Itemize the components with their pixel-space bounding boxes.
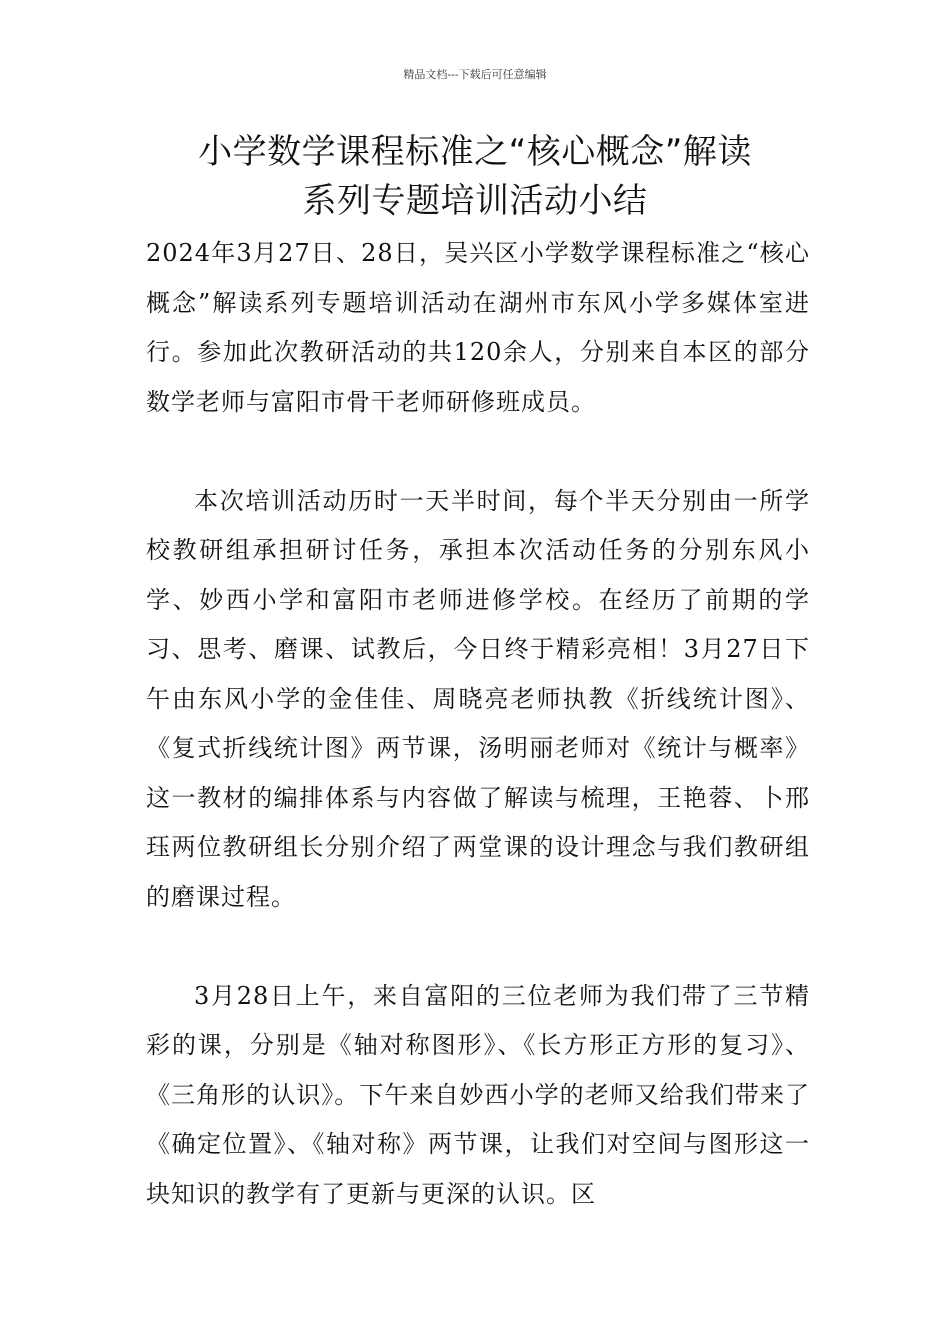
document-body (146, 229, 810, 1219)
title-line-2: 系列专题培训活动小结 (302, 181, 648, 221)
paragraph-gap (146, 922, 810, 972)
header-note: 精品文档---下载后可任意编辑 (403, 68, 547, 81)
paragraph-day-one: 本次培训活动历时一天半时间，每个半天分别由一所学校教研组承担研讨任务，承担本次活动任务的分别东风小学、妙西小学和富阳市老师进修学校。在经历了前期的学习、思考、磨课、试教后，今日终于精彩亮相！3月27日下午由东风小学的金佳佳、周晓亮老师执教《折线统计图》、《复式折线统计图》两节课，汤明丽老师对《统计与概率》这一教材的编排体系与内容做了解读与梳理，王艳蓉、卜邢珏两位教研组长分别介绍了两堂课的设计理念与我们教研组的磨课过程。 (146, 486, 810, 911)
document-title (120, 128, 830, 226)
paragraph-gap (146, 427, 810, 477)
title-line-1: 小学数学课程标准之“核心概念”解读 (198, 132, 752, 172)
paragraph-intro: 2024年3月27日、28日，吴兴区小学数学课程标准之“核心概念”解读系列专题培训活动在湖州市东风小学多媒体室进行。参加此次教研活动的共120余人，分别来自本区的部分数学老师与富阳市骨干老师研修班成员。 (146, 239, 810, 416)
paragraph-day-two: 3月28日上午，来自富阳的三位老师为我们带了三节精彩的课，分别是《轴对称图形》、《长方形正方形的复习》、《三角形的认识》。下午来自妙西小学的老师又给我们带来了《确定位置》、《轴对称》两节课，让我们对空间与图形这一块知识的教学有了更新与更深的认识。区 (146, 981, 810, 1208)
